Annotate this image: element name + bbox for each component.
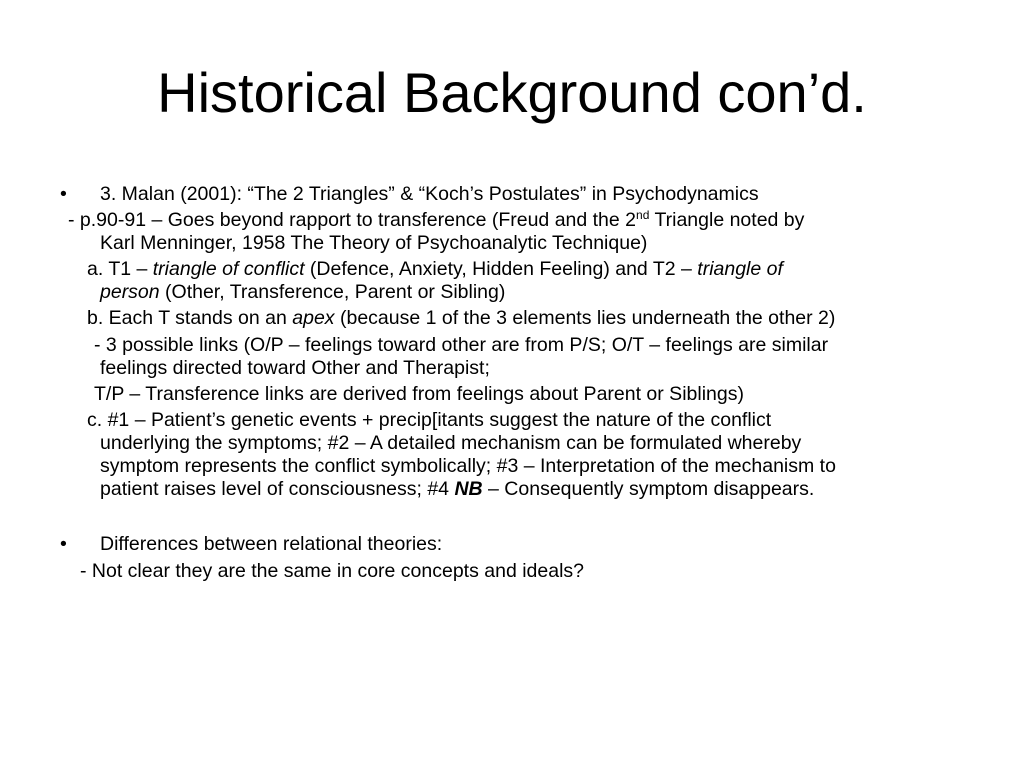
paragraph-p90-line2: Karl Menninger, 1958 The Theory of Psychoanalytic Technique) [100,232,648,254]
slide-title: Historical Background con’d. [157,61,867,124]
item-a-line2 [100,281,505,304]
item-a-line1 [87,258,783,281]
item-c-line4-end: – Consequently symptom disappears. [482,478,815,500]
superscript-nd: nd [636,208,650,222]
links-line1: - 3 possible links (O/P – feelings toward other are from P/S; O/T – feelings are similar [94,334,829,356]
item-c-line2: underlying the symptoms; #2 – A detailed mechanism can be formulated whereby [100,432,802,454]
item-a-term-person-part1: triangle of [697,258,783,280]
item-a-text-end: (Other, Transference, Parent or Sibling) [159,281,506,303]
item-a-term-person-part2: person [100,281,160,303]
bullet-2-icon: • [60,533,67,555]
item-b-text-end: (because 1 of the 3 elements lies underneath the other 2) [334,307,836,329]
item-b-text: b. Each T stands on an [87,307,293,329]
links-line2: feelings directed toward Other and Therapist; [100,357,490,379]
item-c-line1: c. #1 – Patient’s genetic events + precip[itants suggest the nature of the conflict [87,409,772,431]
item-c-line4-text: patient raises level of consciousness; #4 [100,478,455,500]
item-a-label: a. T1 – [87,258,153,280]
bullet-1-icon: • [60,183,67,205]
paragraph-p90-part1: - p.90-91 – Goes beyond rapport to transference (Freud and the 2 [68,209,637,231]
item-c-nb: NB [454,478,483,500]
item-b-term-apex: apex [292,307,335,329]
bullet-1-text: 3. Malan (2001): “The 2 Triangles” & “Koch’s Postulates” in Psychodynamics [100,183,759,205]
item-b-line [87,307,835,330]
item-a-term-conflict: triangle of conflict [152,258,305,280]
paragraph-not-clear: - Not clear they are the same in core concepts and ideals? [80,560,585,582]
paragraph-p90-part2: Triangle noted by [649,209,805,231]
paragraph-p90-line1 [68,209,804,232]
item-c-line4 [100,478,814,501]
item-c-line3: symptom represents the conflict symbolically; #3 – Interpretation of the mechanism to [100,455,836,477]
tp-line: T/P – Transference links are derived from feelings about Parent or Siblings) [94,383,744,405]
bullet-2-text: Differences between relational theories: [100,533,443,555]
item-a-text: (Defence, Anxiety, Hidden Feeling) and T2 – [304,258,698,280]
